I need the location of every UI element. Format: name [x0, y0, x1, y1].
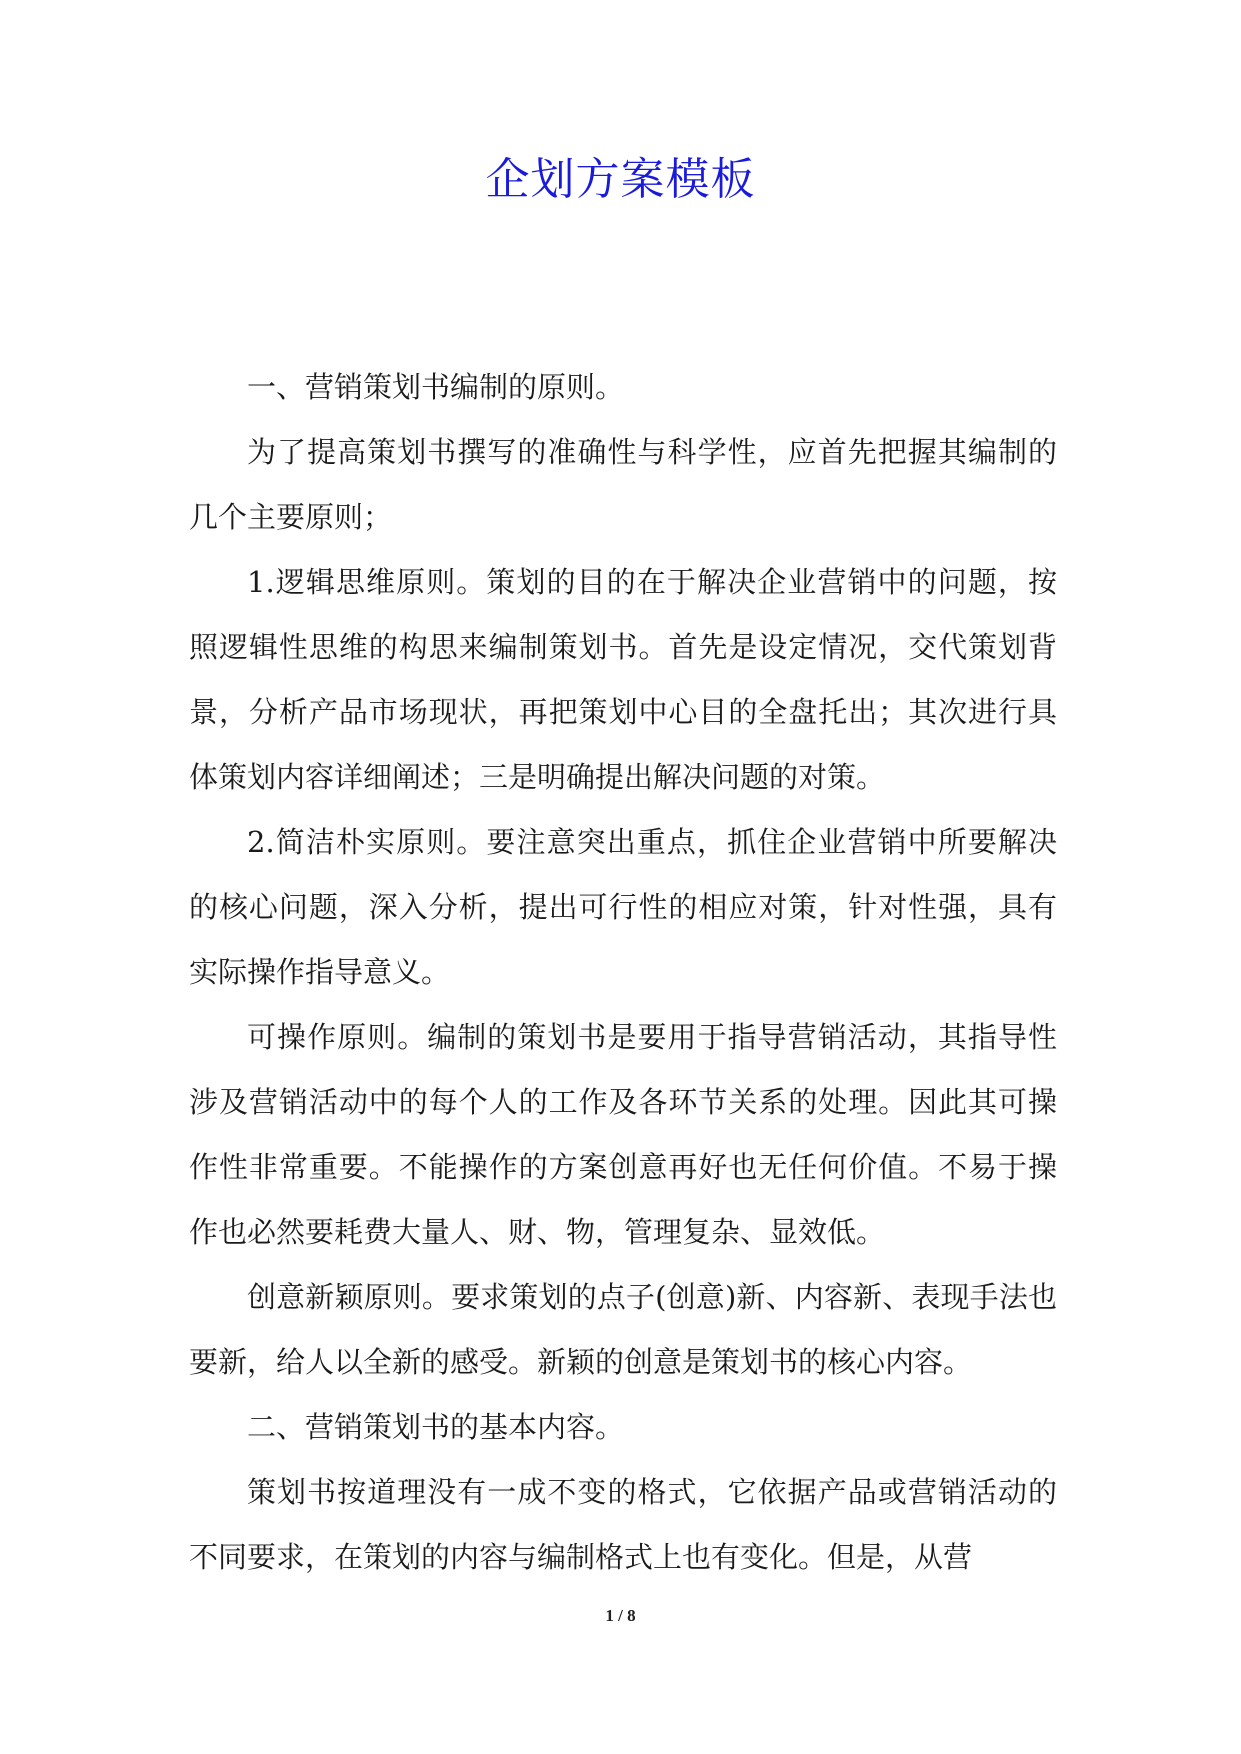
paragraph: 1.逻辑思维原则。策划的目的在于解决企业营销中的问题，按照逻辑性思维的构思来编制策划书。首先是设定情况，交代策划背景，分析产品市场现状，再把策划中心目的全盘托出；其次进行具体策划内容详细阐述；三是明确提出解决问题的对策。 [189, 565, 1057, 794]
paragraph: 一、营销策划书编制的原则。 [247, 370, 625, 404]
document-body [189, 355, 1057, 1590]
paragraph: 创意新颖原则。要求策划的点子(创意)新、内容新、表现手法也要新，给人以全新的感受。新颖的创意是策划书的核心内容。 [189, 1280, 1057, 1379]
paragraph: 2.简洁朴实原则。要注意突出重点，抓住企业营销中所要解决的核心问题，深入分析，提出可行性的相应对策，针对性强，具有实际操作指导意义。 [189, 825, 1057, 989]
page-number: 1 / 8 [605, 1606, 636, 1625]
paragraph: 可操作原则。编制的策划书是要用于指导营销活动，其指导性涉及营销活动中的每个人的工作及各环节关系的处理。因此其可操作性非常重要。不能操作的方案创意再好也无任何价值。不易于操作也必然要耗费大量人、财、物，管理复杂、显效低。 [189, 1020, 1057, 1249]
paragraph: 为了提高策划书撰写的准确性与科学性，应首先把握其编制的几个主要原则； [189, 435, 1057, 534]
document-title: 企划方案模板 [485, 154, 756, 205]
paragraph: 策划书按道理没有一成不变的格式，它依据产品或营销活动的不同要求，在策划的内容与编制格式上也有变化。但是，从营 [189, 1475, 1057, 1574]
paragraph: 二、营销策划书的基本内容。 [247, 1410, 625, 1444]
